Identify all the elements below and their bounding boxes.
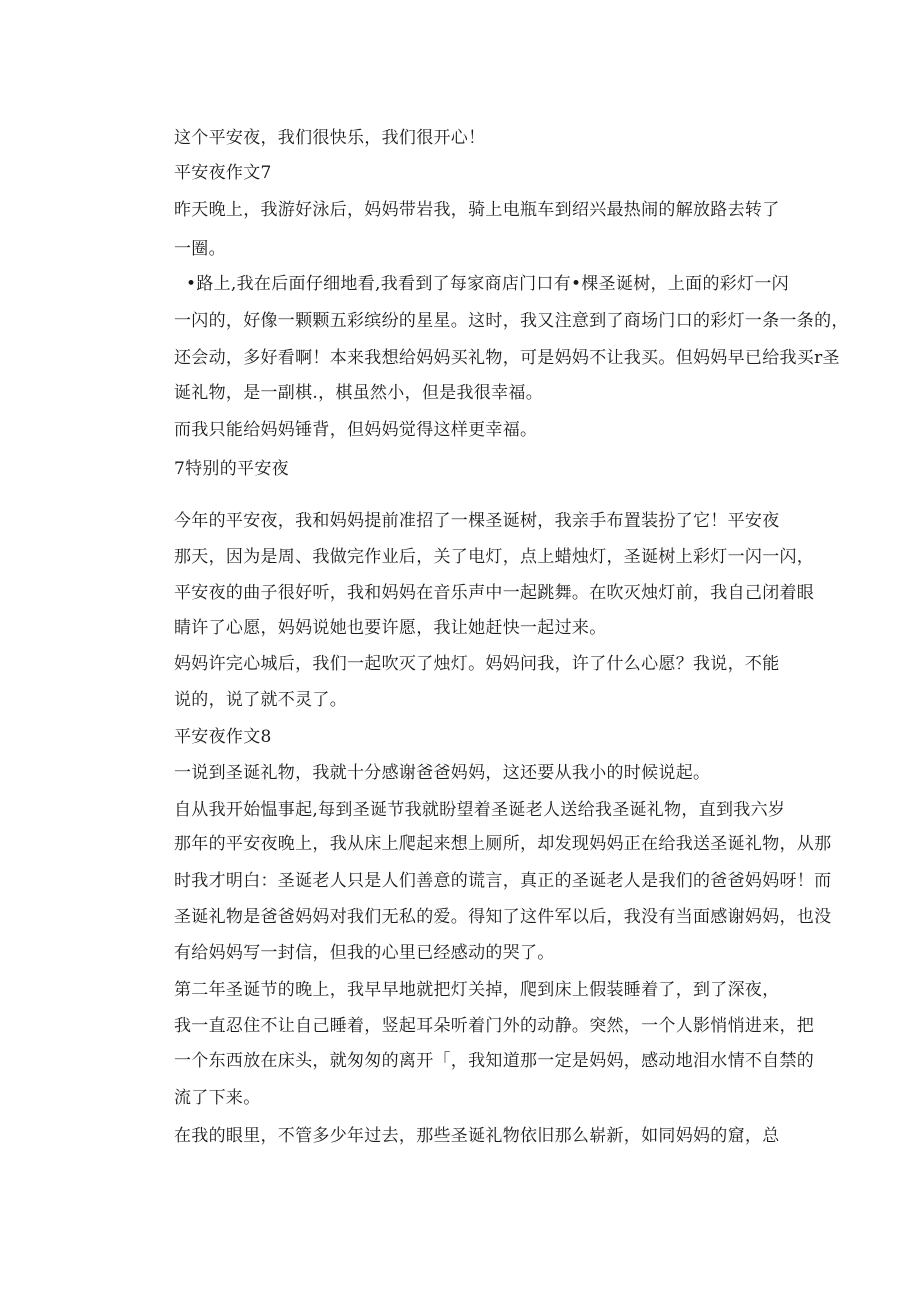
section-heading: 7特别的平安夜 (174, 459, 289, 479)
paragraph-line: 说的，说了就不灵了。 (174, 690, 347, 710)
section-heading: 平安夜作文7 (174, 163, 272, 183)
paragraph-line: 还会动，多好看啊！本来我想给妈妈买礼物，可是妈妈不让我买。但妈妈早已给我买r圣 (174, 348, 840, 368)
paragraph-line: 平安夜的曲子很好听，我和妈妈在音乐声中一起跳舞。在吹灭烛灯前，我自己闭着眼 (174, 583, 815, 603)
paragraph-line: •路上,我在后面仔细地看,我看到了每家商店门口有•棵圣诞树，上面的彩灯一闪 (186, 274, 789, 294)
paragraph-line: 睛许了心愿，妈妈说她也要许愿，我让她赶快一起过来。 (174, 618, 607, 638)
paragraph-line: 这个平安夜，我们很快乐，我们很开心！ (174, 128, 486, 148)
paragraph-line: 圣诞礼物是爸爸妈妈对我们无私的爱。得知了这件军以后，我没有当面感谢妈妈，也没 (174, 907, 832, 927)
paragraph-line: 妈妈许完心城后，我们一起吹灭了烛灯。妈妈问我，许了什么心愿？我说，不能 (174, 654, 780, 674)
paragraph-line: 那天，因为是周、我做完作业后，关了电灯，点上蜡烛灯，圣诞树上彩灯一闪一闪， (174, 547, 815, 567)
paragraph-line: 我一直忍住不让自己睡着，竖起耳朵听着门外的动静。突然，一个人影悄悄进来，把 (174, 1016, 815, 1036)
paragraph-line: 有给妈妈写一封信，但我的心里已经感动的哭了。 (174, 943, 555, 963)
paragraph-line: 那年的平安夜晚上，我从床上爬起来想上厕所，却发现妈妈正在给我送圣诞礼物，从那 (174, 834, 832, 854)
paragraph-line: 一圈。 (174, 239, 226, 259)
paragraph-line: 一说到圣诞礼物，我就十分感谢爸爸妈妈，这还要从我小的时候说起。 (174, 763, 711, 783)
paragraph-line: 一闪的，好像一颗颗五彩缤纷的星星。这时，我又注意到了商场门口的彩灯一条一条的， (174, 311, 849, 331)
paragraph-line: 而我只能给妈妈锤背，但妈妈觉得这样更幸福。 (174, 420, 538, 440)
section-heading: 平安夜作文8 (174, 727, 272, 747)
paragraph-line: 在我的眼里，不管多少年过去，那些圣诞礼物依旧那么崭新，如同妈妈的窟，总 (174, 1126, 780, 1146)
paragraph-line: 诞礼物，是一副棋.，棋虽然小，但是我很幸福。 (174, 383, 544, 403)
paragraph-line: 时我才明白：圣诞老人只是人们善意的谎言，真正的圣诞老人是我们的爸爸妈妈呀！而 (174, 871, 832, 891)
paragraph-line: 第二年圣诞节的晚上，我早早地就把灯关掉，爬到床上假装睡着了，到了深夜， (174, 980, 780, 1000)
paragraph-line: 今年的平安夜，我和妈妈提前准招了一棵圣诞树，我亲手布置装扮了它！平安夜 (174, 511, 780, 531)
paragraph-line: 自从我开始愠事起,每到圣诞节我就盼望着圣诞老人送给我圣诞礼物，直到我六岁 (174, 800, 786, 820)
paragraph-line: 流了下来。 (174, 1088, 261, 1108)
paragraph-line: 昨天晚上，我游好泳后，妈妈带岩我，骑上电瓶车到绍兴最热闹的解放路去转了 (174, 200, 780, 220)
paragraph-line: 一个东西放在床头，就匆匆的离开「，我知道那一定是妈妈，感动地泪水情不自禁的 (174, 1051, 815, 1071)
